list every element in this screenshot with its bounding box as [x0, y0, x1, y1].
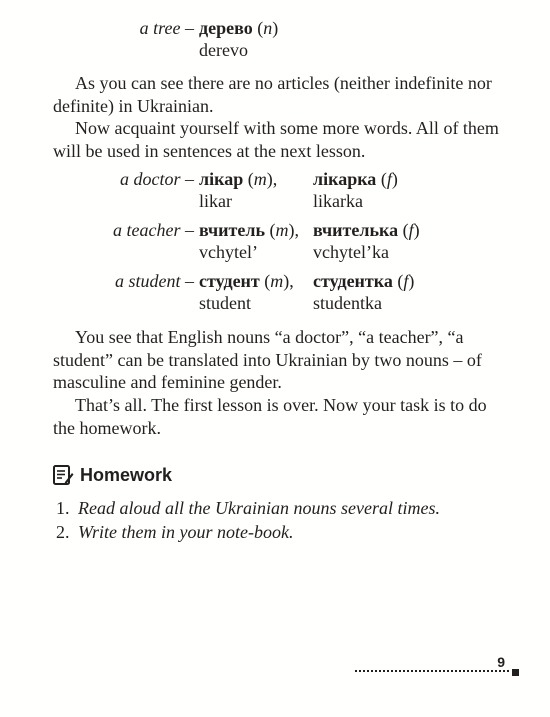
feminine-transliteration: vchytel’ka [313, 242, 389, 262]
item-number: 1. [56, 498, 70, 518]
masculine-transliteration: student [199, 293, 251, 313]
homework-title: Homework [80, 464, 173, 485]
footer-dotted-rule [355, 670, 509, 672]
masculine-word: вчитель (m), [199, 220, 300, 240]
page-number: 9 [497, 654, 505, 670]
paragraph-gender: You see that English nouns “a doctor”, “a teacher”, “a student” can be translated into Ukrainian by two nouns – of masculine and feminine gender. [53, 327, 482, 392]
item-number: 2. [56, 522, 70, 542]
english-word: a tree – [139, 18, 194, 38]
paragraph-articles: As you can see there are no articles (neither indefinite nor definite) in Ukrainian. [53, 73, 492, 116]
english-word: a teacher – [113, 220, 194, 240]
english-word: a doctor – [120, 169, 194, 189]
feminine-transliteration: studentka [313, 293, 382, 313]
vocab-entry-doctor [0, 168, 550, 211]
vocab-entry-tree [0, 17, 550, 60]
vocab-entry-teacher [0, 219, 550, 262]
masculine-word: лікар (m), [199, 169, 278, 189]
masculine-word: студент (m), [199, 271, 294, 291]
homework-item [56, 520, 440, 544]
transliteration: derevo [199, 40, 248, 60]
feminine-word: вчителька (f) [313, 220, 420, 240]
feminine-word: студентка (f) [313, 271, 415, 291]
feminine-transliteration: likarka [313, 191, 363, 211]
item-text: Write them in your note-book. [78, 522, 294, 542]
english-word: a student – [115, 271, 194, 291]
item-text: Read aloud all the Ukrainian nouns several times. [78, 498, 440, 518]
feminine-word: лікарка (f) [313, 169, 398, 189]
paragraph-homework-intro: That’s all. The first lesson is over. Now your task is to do the homework. [53, 395, 487, 438]
vocab-entry-student [0, 270, 550, 313]
homework-item [56, 496, 440, 520]
ukrainian-word: дерево (n) [199, 18, 279, 38]
homework-notebook-icon [52, 464, 74, 486]
homework-list [56, 496, 440, 544]
masculine-transliteration: likar [199, 191, 232, 211]
masculine-transliteration: vchytel’ [199, 242, 258, 262]
paragraph-acquaint: Now acquaint yourself with some more words. All of them will be used in sentences at the next lesson. [53, 118, 499, 161]
footer-square-marker [512, 669, 519, 676]
homework-header [52, 462, 172, 488]
